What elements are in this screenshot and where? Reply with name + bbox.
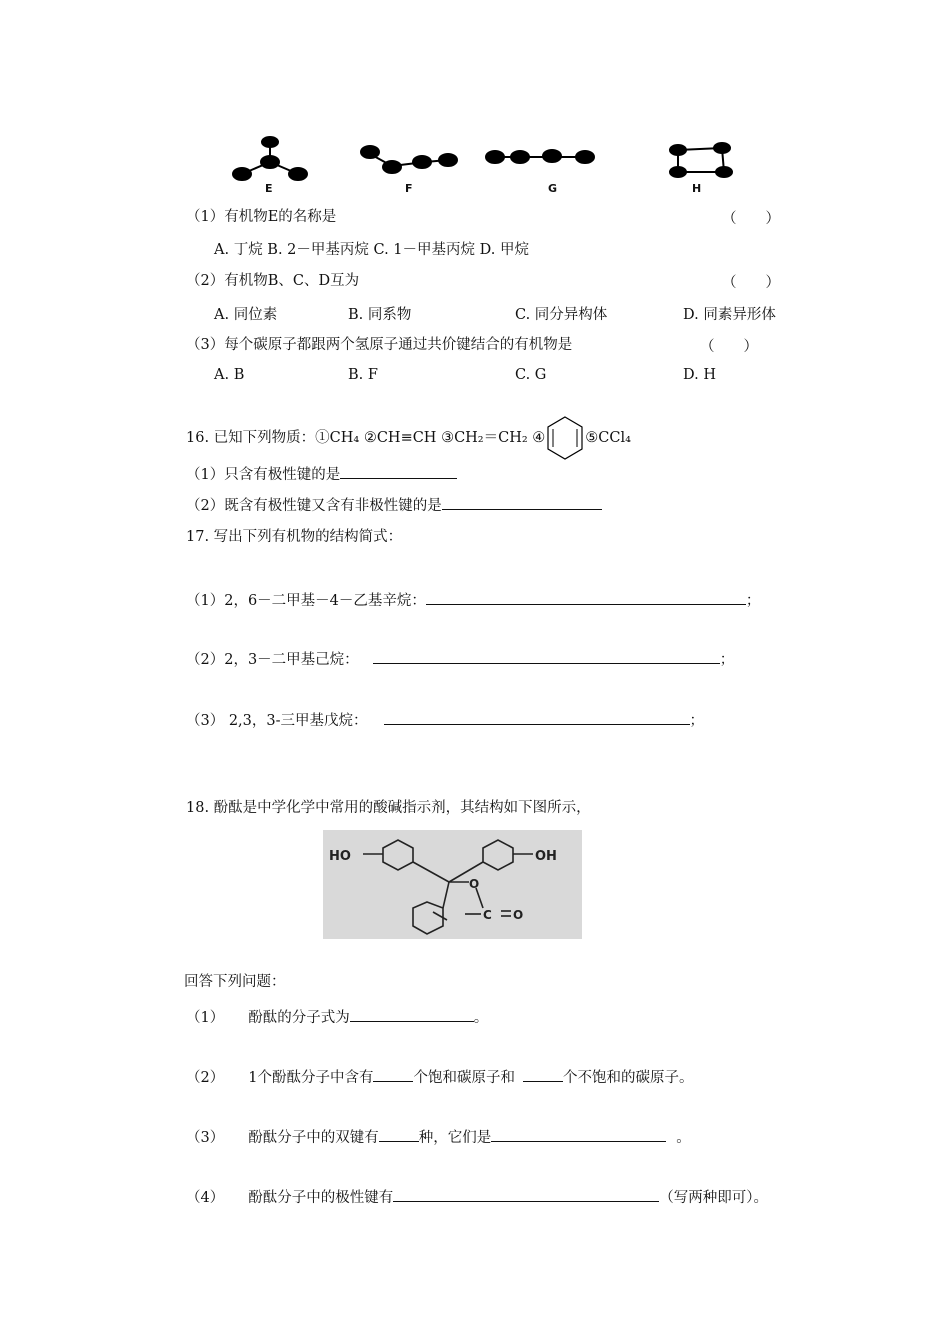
fig-ho-label: HO	[329, 849, 351, 864]
q15-part2-option-c: C. 同分异构体	[515, 307, 608, 323]
q18-part4-blank[interactable]	[393, 1186, 659, 1202]
q18-part2-blank-saturated[interactable]	[373, 1066, 413, 1082]
q17-part1-text: （1）2，6－二甲基－4－乙基辛烷：	[186, 593, 426, 609]
q15-part1-options: A. 丁烷 B. 2－甲基丙烷 C. 1－甲基丙烷 D. 甲烷	[214, 242, 529, 258]
q15-part3-option-d: D. H	[683, 367, 716, 383]
model-label-e: E	[265, 182, 273, 195]
q17-part2	[186, 648, 734, 670]
q15-part3-option-c: C. G	[515, 367, 547, 383]
q17-part3-blank[interactable]	[384, 709, 690, 725]
q18-part2-text-a: 1个酚酞分子中含有	[248, 1070, 374, 1086]
q16-part2-text: （2）既含有极性键又含有非极性键的是	[186, 498, 442, 514]
ball-stick-models-icon	[230, 130, 750, 200]
q17-title: 17. 写出下列有机物的结构简式：	[186, 529, 403, 545]
q17-part2-text: （2）2，3－二甲基己烷：	[186, 652, 359, 668]
q18-part2-blank-unsaturated[interactable]	[523, 1066, 563, 1082]
q16-part1	[186, 463, 457, 485]
q15-part1-answer-paren[interactable]: （ ）	[722, 211, 780, 227]
q16-part1-blank[interactable]	[340, 463, 457, 479]
model-label-g: G	[548, 182, 558, 195]
q18-part3-text-b: 种，它们是	[418, 1130, 492, 1146]
q18-part3-text-a: 酚酞分子中的双键有	[248, 1130, 379, 1146]
q15-part3-option-b: B. F	[348, 367, 378, 383]
q17-part1	[186, 589, 760, 611]
q18-part2-text-c: 个不饱和的碳原子。	[562, 1070, 694, 1086]
q18-part1-blank[interactable]	[350, 1006, 474, 1022]
q17-part1-end: ；	[745, 593, 761, 609]
q17-part2-end: ；	[719, 652, 735, 668]
q17-part2-blank[interactable]	[373, 648, 720, 664]
q16-suffix: ⑤CCl₄	[585, 430, 631, 446]
q18-part3	[186, 1126, 691, 1148]
q18-part3-blank-bonds[interactable]	[491, 1126, 666, 1142]
q18-part2-num: （2）	[186, 1070, 225, 1086]
q16-part1-text: （1）只含有极性键的是	[186, 467, 341, 483]
fig-eq-o-label: O	[513, 908, 524, 922]
phenolphthalein-structure-icon	[323, 830, 582, 939]
q18-part3-text-c: 。	[676, 1130, 691, 1146]
q18-part1-text: 酚酞的分子式为	[248, 1010, 350, 1026]
q18-part1	[186, 1006, 488, 1028]
q15-part3-option-a: A. B	[214, 367, 245, 383]
model-label-f: F	[405, 182, 413, 195]
q16-question	[186, 415, 631, 461]
q17-part3-text: （3） 2,3，3-三甲基戊烷：	[186, 713, 368, 729]
q18-part4-text-b: （写两种即可）。	[659, 1190, 768, 1206]
q18-title: 18. 酚酞是中学化学中常用的酸碱指示剂，其结构如下图所示，	[186, 800, 591, 816]
q17-part3-end: ；	[689, 713, 705, 729]
q16-part2	[186, 494, 602, 516]
q18-part2-text-b: 个饱和碳原子和	[413, 1070, 515, 1086]
q18-part3-blank-kinds[interactable]	[379, 1126, 419, 1142]
phenolphthalein-structure-figure	[323, 830, 582, 939]
q18-part3-num: （3）	[186, 1130, 225, 1146]
fig-oh-label: OH	[535, 849, 557, 864]
q18-answer-intro: 回答下列问题：	[184, 974, 286, 990]
q15-part3: （3）每个碳原子都跟两个氢原子通过共价键结合的有机物是	[186, 337, 573, 353]
q15-part2-option-b: B. 同系物	[348, 307, 412, 323]
q16-part2-blank[interactable]	[442, 494, 602, 510]
q18-part2	[186, 1066, 693, 1088]
q15-part2-option-a: A. 同位素	[214, 307, 278, 323]
q17-part3	[186, 709, 704, 731]
fig-o-label: O	[469, 877, 480, 891]
q18-part4	[186, 1186, 768, 1208]
q16-prefix: 16. 已知下列物质：①CH₄ ②CH≡CH ③CH₂＝CH₂ ④	[186, 430, 546, 446]
q15-part2: （2）有机物B、C、D互为	[186, 273, 360, 289]
molecule-models-figure	[230, 130, 750, 200]
q15-part2-option-d: D. 同素异形体	[683, 307, 776, 323]
q15-part2-answer-paren[interactable]: （ ）	[722, 275, 780, 291]
fig-c-label: C	[483, 908, 492, 922]
q18-part1-end: 。	[473, 1010, 489, 1026]
benzene-ring-icon	[545, 415, 585, 461]
q15-part3-answer-paren[interactable]: （ ）	[700, 339, 758, 355]
q18-part1-num: （1）	[186, 1010, 225, 1026]
q18-part4-num: （4）	[186, 1190, 225, 1206]
q15-part1: （1）有机物E的名称是	[186, 209, 337, 225]
model-label-h: H	[692, 182, 702, 195]
q18-part4-text-a: 酚酞分子中的极性键有	[248, 1190, 394, 1206]
q17-part1-blank[interactable]	[426, 589, 746, 605]
